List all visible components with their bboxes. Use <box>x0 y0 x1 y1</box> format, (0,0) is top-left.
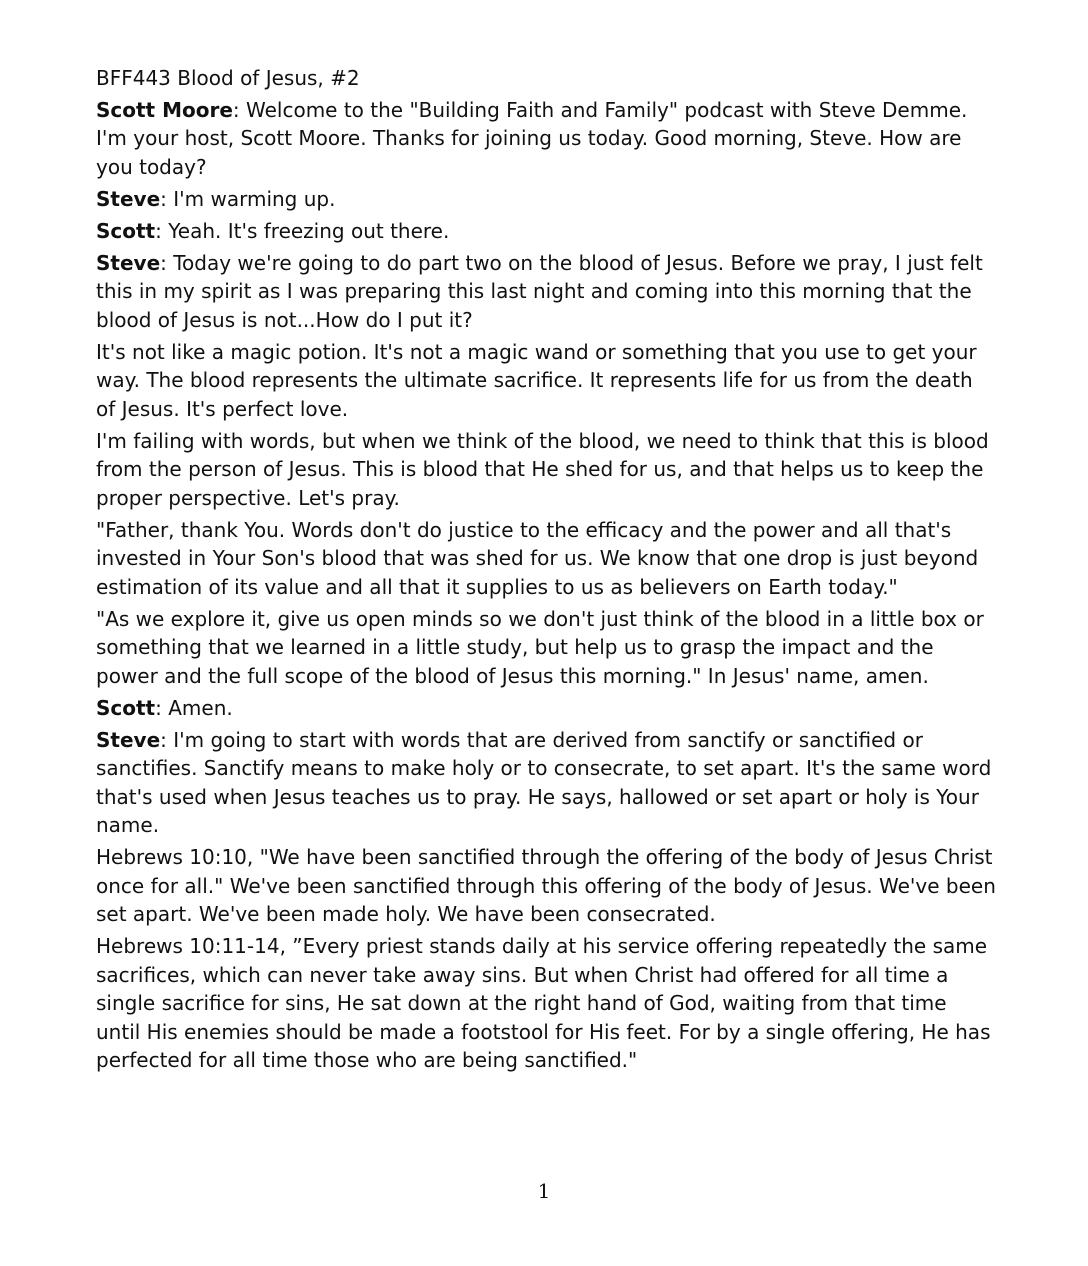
speaker-name: Scott <box>96 695 156 720</box>
speaker-name: Steve <box>96 250 161 275</box>
paragraph <box>96 217 996 246</box>
paragraph <box>96 249 996 335</box>
speaker-name: Steve <box>96 727 161 752</box>
speaker-name: Steve <box>96 186 161 211</box>
paragraph-text: : Today we're going to do part two on the blood of Jesus. Before we pray, I just felt this in my spirit as I was preparing this last night and coming into this morning that the blood of Jesus is not...How do I put it? <box>96 250 983 332</box>
speaker-name: Scott Moore <box>96 97 233 122</box>
paragraph-text: Hebrews 10:11-14, ”Every priest stands daily at his service offering repeatedly the same sacrifices, which can never take away sins. But when Christ had offered for all time a single sacrifice for sins, He sat down at the right hand of God, waiting from that time until His enemies should be made a footstool for His feet. For by a single offering, He has perfected for all time those who are being sanctified." <box>96 934 991 1072</box>
paragraph <box>96 843 996 929</box>
paragraph-text: : Amen. <box>155 695 233 720</box>
paragraph <box>96 96 996 182</box>
paragraph <box>96 694 996 723</box>
transcript-body <box>96 64 996 1078</box>
paragraph <box>96 427 996 513</box>
paragraph-text: Hebrews 10:10, "We have been sanctified through the offering of the body of Jesus Christ once for all." We've been sanctified through this offering of the body of Jesus. We've been set apart. We've been made holy. We have been consecrated. <box>96 845 996 926</box>
paragraph-text: : I'm warming up. <box>160 186 336 211</box>
paragraph-text: I'm failing with words, but when we think of the blood, we need to think that this is blood from the person of Jesus. This is blood that He shed for us, and that helps us to keep the proper perspective. Let's pray. <box>96 428 989 510</box>
paragraph <box>96 726 996 840</box>
paragraph <box>96 605 996 691</box>
paragraph-text: : Welcome to the "Building Faith and Family" podcast with Steve Demme. I'm your host, Scott Moore. Thanks for joining us today. Good morning, Steve. How are you today? <box>96 97 968 179</box>
document-title: BFF443 Blood of Jesus, #2 <box>96 66 360 90</box>
paragraph-text: "Father, thank You. Words don't do justice to the efficacy and the power and all that's invested in Your Son's blood that was shed for us. We know that one drop is just beyond estimation of its value and all that it supplies to us as believers on Earth today." <box>96 517 979 599</box>
paragraph-text: "As we explore it, give us open minds so we don't just think of the blood in a little box or something that we learned in a little study, but help us to grasp the impact and the power and the full scope of the blood of Jesus this morning." In Jesus' name, amen. <box>96 606 984 688</box>
paragraph <box>96 338 996 424</box>
paragraph <box>96 932 996 1075</box>
paragraph-text: : Yeah. It's freezing out there. <box>155 218 450 243</box>
paragraph <box>96 516 996 602</box>
paragraph-text: It's not like a magic potion. It's not a magic wand or something that you use to get your way. The blood represents the ultimate sacrifice. It represents life for us from the death of Jesus. It's perfect love. <box>96 339 977 421</box>
paragraph <box>96 185 996 214</box>
paragraph-text: : I'm going to start with words that are derived from sanctify or sanctified or sanctifies. Sanctify means to make holy or to consecrate, to set apart. It's the same word that's used when Jesus teaches us to pray. He says, hallowed or set apart or holy is Your name. <box>96 727 992 837</box>
page-number: 1 <box>537 1179 551 1203</box>
speaker-name: Scott <box>96 218 156 243</box>
